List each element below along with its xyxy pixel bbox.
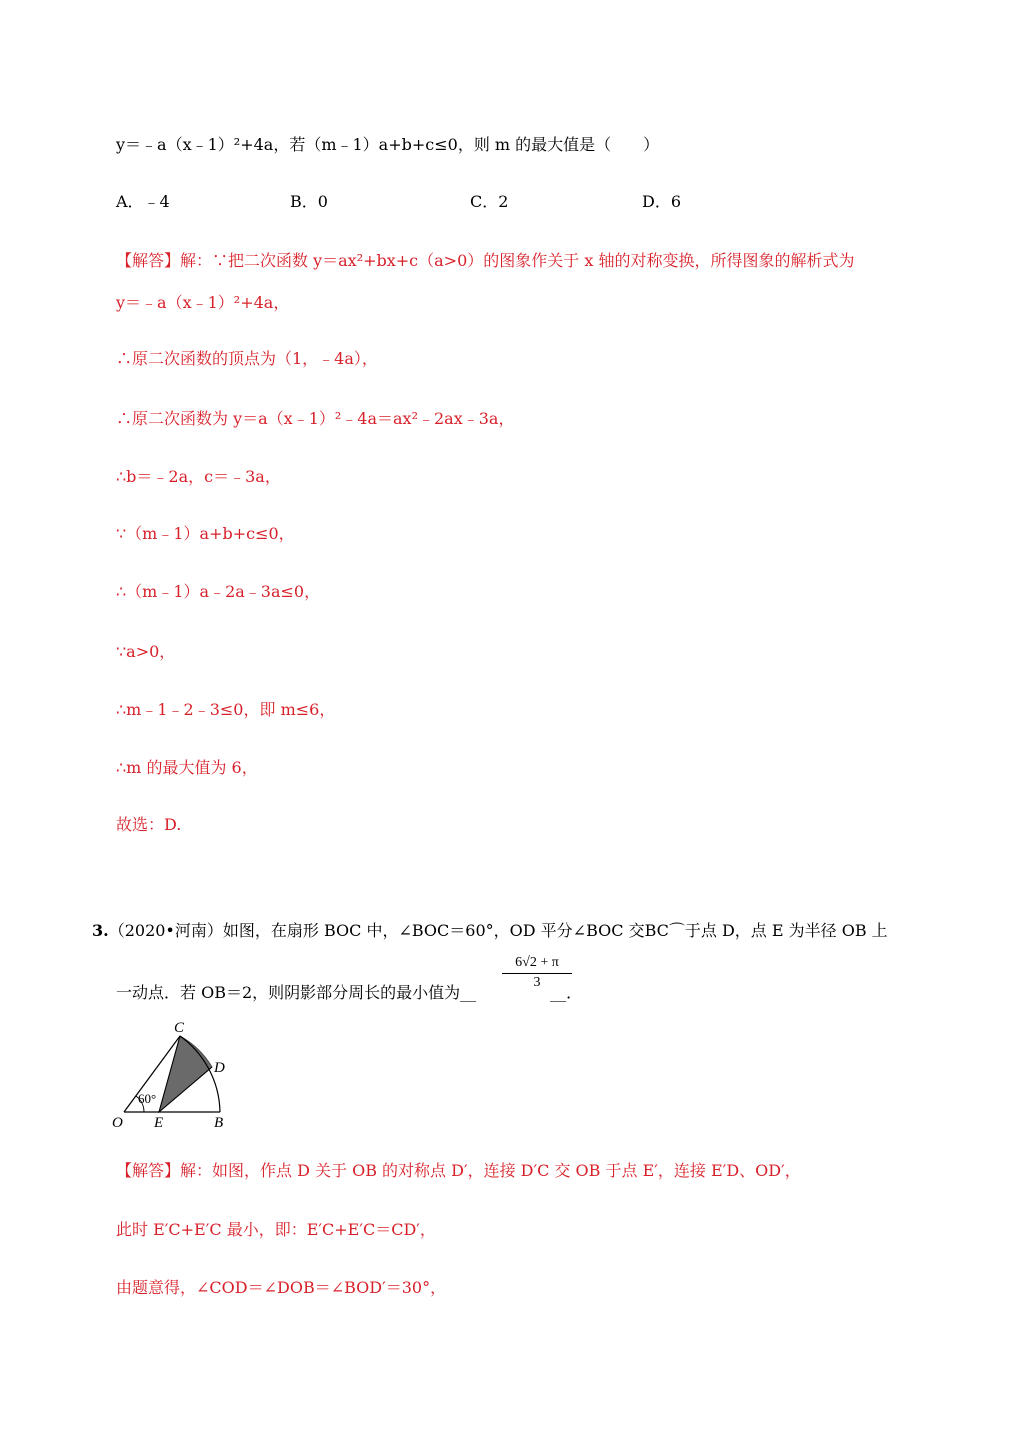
label-b: B [214, 1115, 224, 1131]
solution-line: ∴（m﹣1）a﹣2a﹣3a≤0， [116, 582, 321, 601]
solution-line: ∴原二次函数为 y＝a（x﹣1）²﹣4a＝ax²﹣2ax﹣3a， [116, 409, 515, 428]
solution-line: ∴m 的最大值为 6， [116, 758, 258, 777]
question-number: 3. [92, 921, 109, 940]
blank-prefix: 一动点．若 OB＝2，则阴影部分周长的最小值为__ [116, 983, 477, 1002]
solution-line: 【解答】解：如图，作点 D 关于 OB 的对称点 D′，连接 D′C 交 OB 于点 E′，连接 E′D、OD′， [116, 1161, 801, 1180]
label-d: D [214, 1060, 225, 1076]
option-d: D．6 [642, 192, 682, 211]
blank-suffix: __． [550, 983, 583, 1002]
label-o: O [112, 1115, 123, 1131]
question-3 [92, 920, 888, 942]
solution-line: 故选：D. [116, 815, 182, 834]
question-stem: y＝﹣a（x﹣1）²+4a，若（m﹣1）a+b+c≤0，则 m 的最大值是（ ） [116, 135, 660, 154]
solution-line: 【解答】解：∵把二次函数 y＝ax²+bx+c（a>0）的图象作关于 x 轴的对称变换，所得图象的解析式为 [116, 251, 855, 270]
question-text-line2 [116, 982, 582, 1004]
label-e: E [154, 1115, 164, 1131]
option-a: A．﹣4 [116, 192, 170, 211]
solution-line: ∴b＝﹣2a，c＝﹣3a， [116, 467, 281, 486]
solution-line: ∵（m﹣1）a+b+c≤0， [116, 524, 295, 543]
option-c: C．2 [470, 192, 509, 211]
sector-figure [112, 1020, 242, 1135]
answer-numerator: 6√2 + π [502, 955, 572, 974]
solution-line: ∴m﹣1﹣2﹣3≤0，即 m≤6， [116, 700, 336, 719]
solution-line: ∵a>0， [116, 642, 176, 661]
label-c: C [174, 1020, 185, 1036]
option-b: B．0 [290, 192, 328, 211]
solution-line: y＝﹣a（x﹣1）²+4a， [116, 293, 290, 312]
solution-line: 由题意得，∠COD＝∠DOB＝∠BOD′＝30°， [116, 1278, 447, 1297]
solution-line: ∴原二次函数的顶点为（1，﹣4a）， [116, 349, 378, 368]
answer-denominator: 3 [533, 975, 541, 990]
question-text: （2020•河南）如图，在扇形 BOC 中，∠BOC＝60°，OD 平分∠BOC 交BC⌒于点 D，点 E 为半径 OB 上 [108, 921, 888, 940]
angle-label: 60° [138, 1091, 157, 1106]
solution-line: 此时 E′C+E′C 最小，即：E′C+E′C＝CD′， [116, 1220, 436, 1239]
